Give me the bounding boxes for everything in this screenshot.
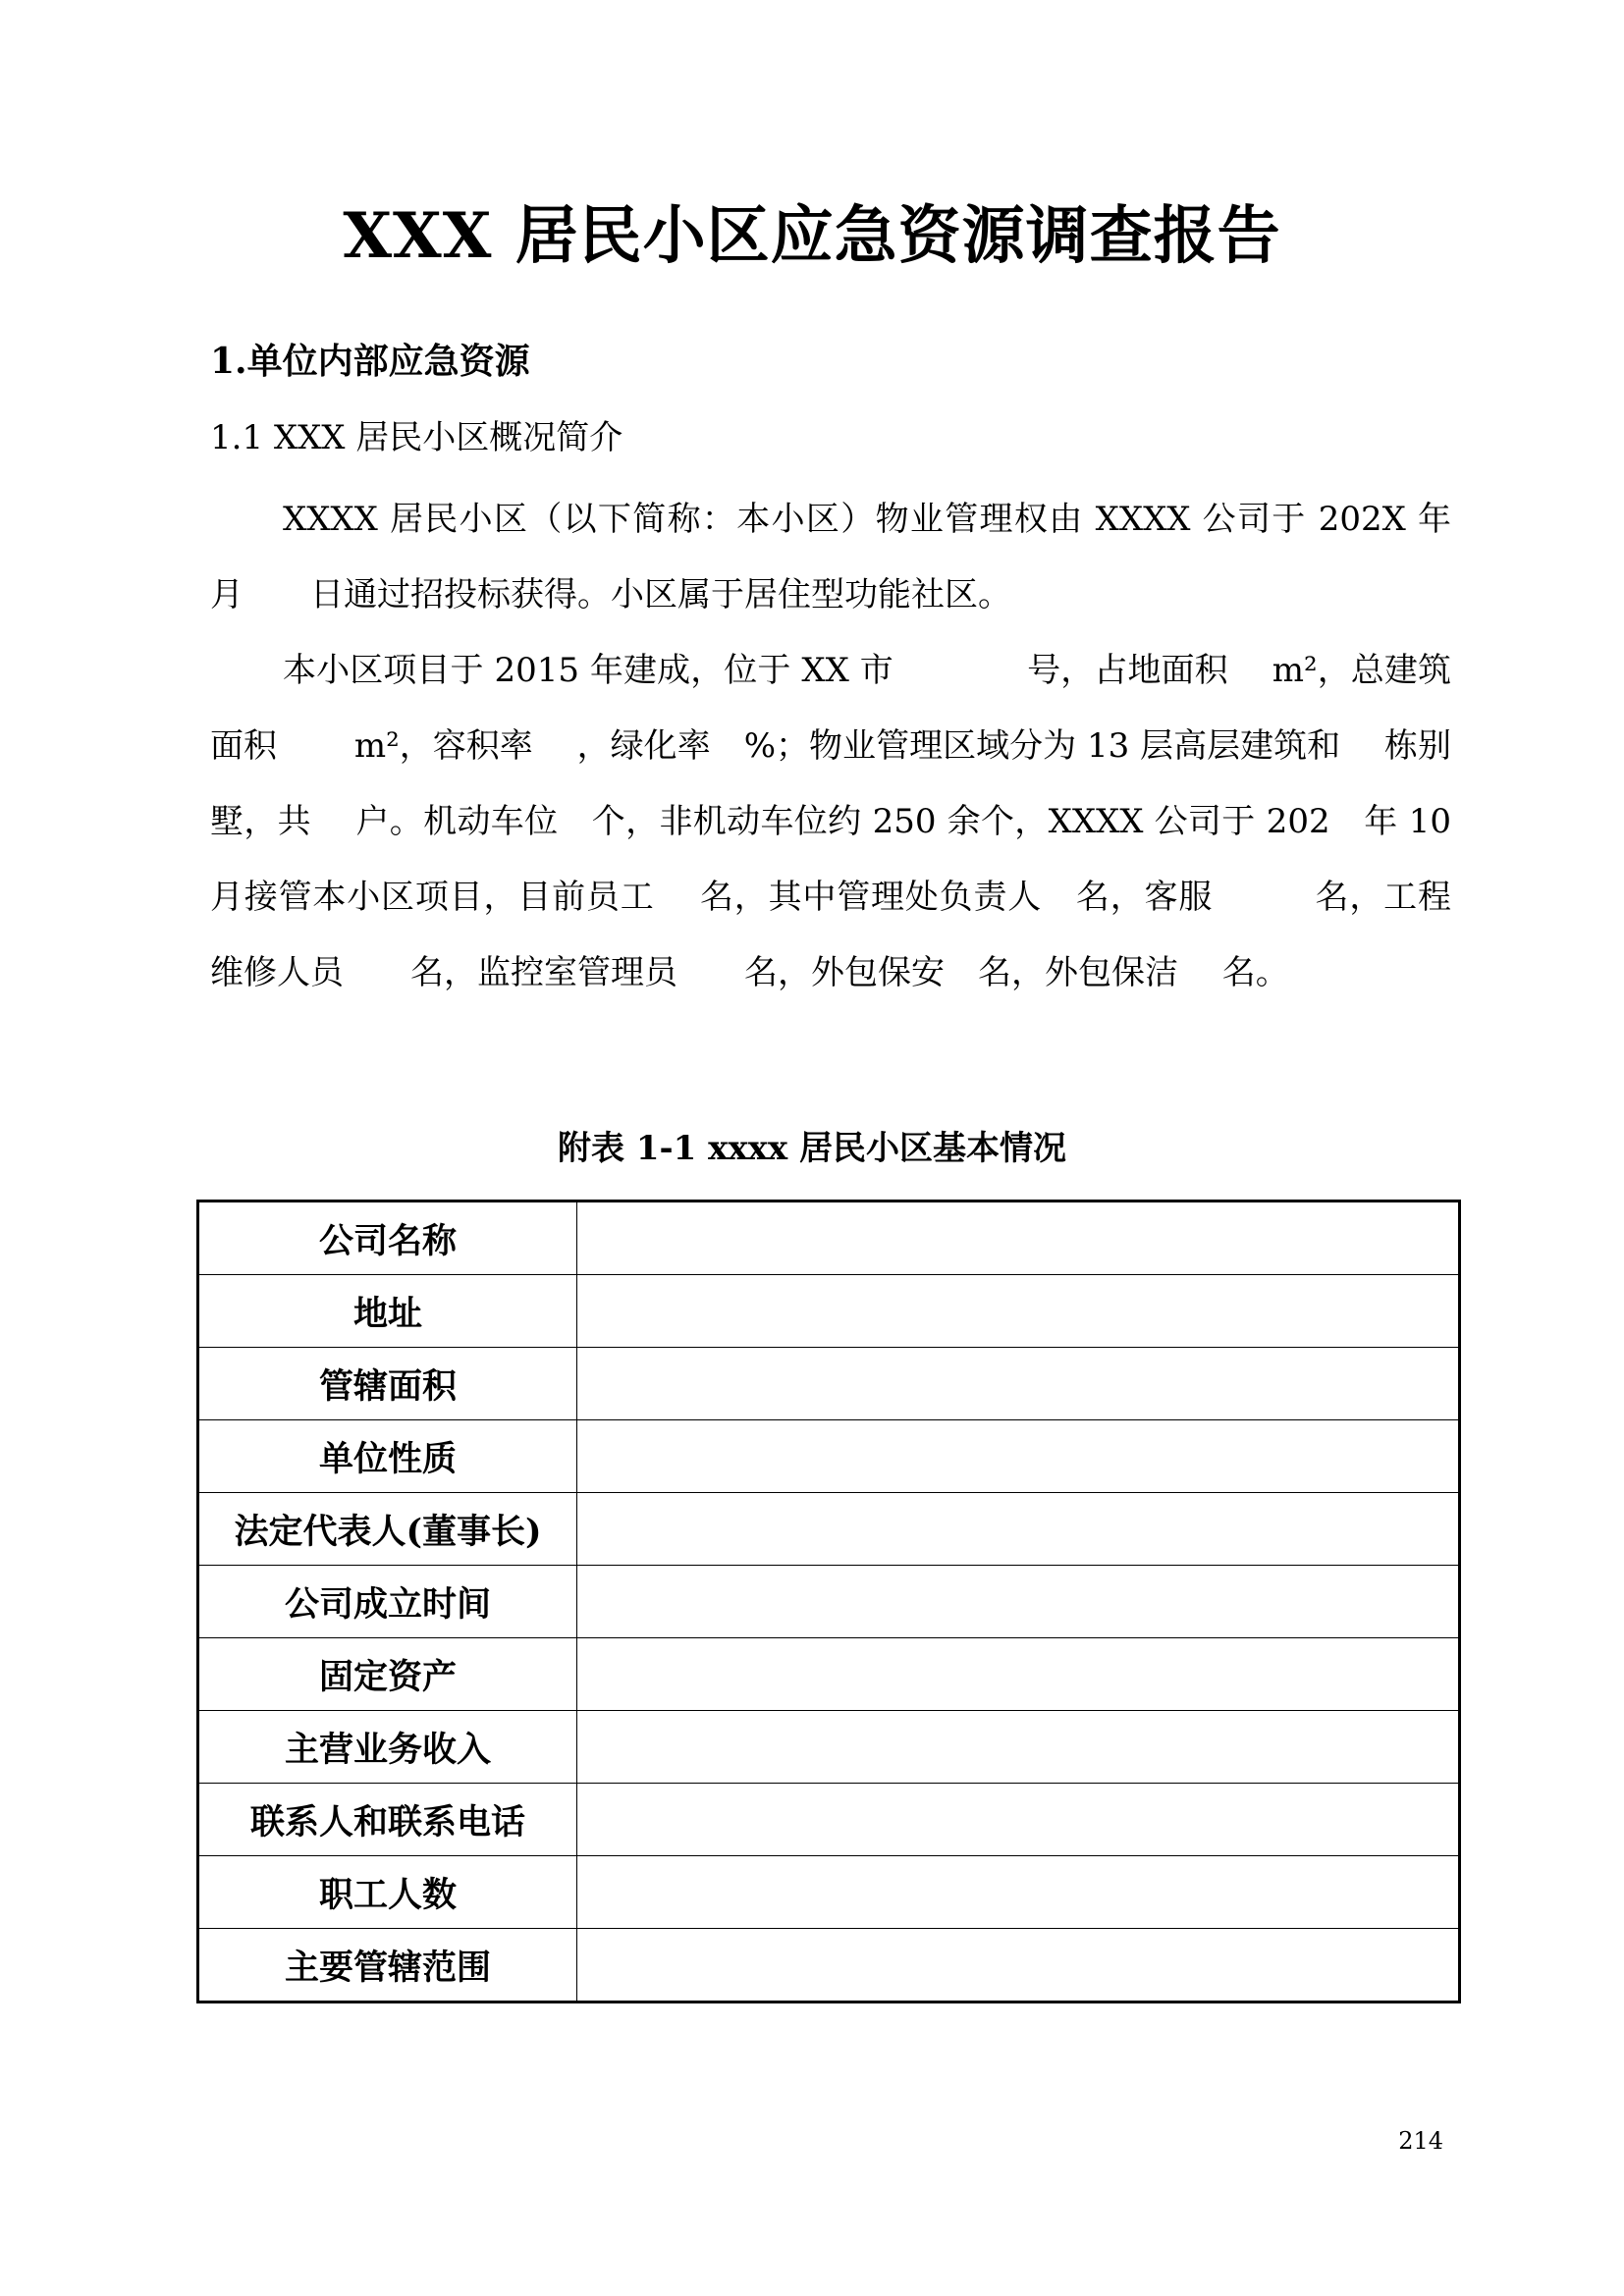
- row-value: [577, 1275, 1460, 1348]
- section-heading: 1.单位内部应急资源: [210, 341, 530, 382]
- table-row: [198, 1493, 1460, 1566]
- table-row: [198, 1784, 1460, 1856]
- document-title: XXX 居民小区应急资源调查报告: [343, 199, 1281, 273]
- row-value: [577, 1929, 1460, 2002]
- row-label: 公司成立时间: [198, 1566, 577, 1638]
- table-row: [198, 1275, 1460, 1348]
- basic-info-table: [196, 1200, 1461, 2003]
- table-row: [198, 1856, 1460, 1929]
- row-value: [577, 1784, 1460, 1856]
- row-value: [577, 1856, 1460, 1929]
- table-row: [198, 1638, 1460, 1711]
- row-label: 职工人数: [198, 1856, 577, 1929]
- row-label: 公司名称: [198, 1201, 577, 1275]
- row-value: [577, 1201, 1460, 1275]
- table-row: [198, 1201, 1460, 1275]
- row-value: [577, 1420, 1460, 1493]
- row-value: [577, 1493, 1460, 1566]
- row-label: 管辖面积: [198, 1348, 577, 1420]
- table-row: [198, 1929, 1460, 2002]
- paragraph-details: 本小区项目于 2015 年建成，位于 XX 市 号，占地面积 m²，总建筑面积 m²，容积率 ，绿化率 %；物业管理区域分为 13 层高层建筑和 栋别墅，共 户。机动车位 个，非机动车位约 250 余个，XXXX 公司于 202 年 10 月接管本小区项目，目前员工 名，其中管理处负责人 名，客服 名，工程维修人员 名，监控室管理员 名，外包保安 名，外包保洁 名。: [210, 651, 1451, 992]
- row-label: 联系人和联系电话: [198, 1784, 577, 1856]
- page-number: 214: [1398, 2127, 1443, 2155]
- table-row: [198, 1711, 1460, 1784]
- row-value: [577, 1348, 1460, 1420]
- table-row: [198, 1566, 1460, 1638]
- subsection-heading: 1.1 XXX 居民小区概况简介: [210, 418, 623, 457]
- row-label: 地址: [198, 1275, 577, 1348]
- table-caption: 附表 1-1 xxxx 居民小区基本情况: [557, 1129, 1067, 1168]
- table-row: [198, 1348, 1460, 1420]
- row-label: 固定资产: [198, 1638, 577, 1711]
- row-label: 主要管辖范围: [198, 1929, 577, 2002]
- row-value: [577, 1711, 1460, 1784]
- row-label: 法定代表人(董事长): [198, 1493, 577, 1566]
- row-value: [577, 1638, 1460, 1711]
- row-value: [577, 1566, 1460, 1638]
- table-row: [198, 1420, 1460, 1493]
- paragraph-overview: XXXX 居民小区（以下简称：本小区）物业管理权由 XXXX 公司于 202X 年 月 日通过招投标获得。小区属于居住型功能社区。: [210, 500, 1518, 614]
- row-label: 主营业务收入: [198, 1711, 577, 1784]
- row-label: 单位性质: [198, 1420, 577, 1493]
